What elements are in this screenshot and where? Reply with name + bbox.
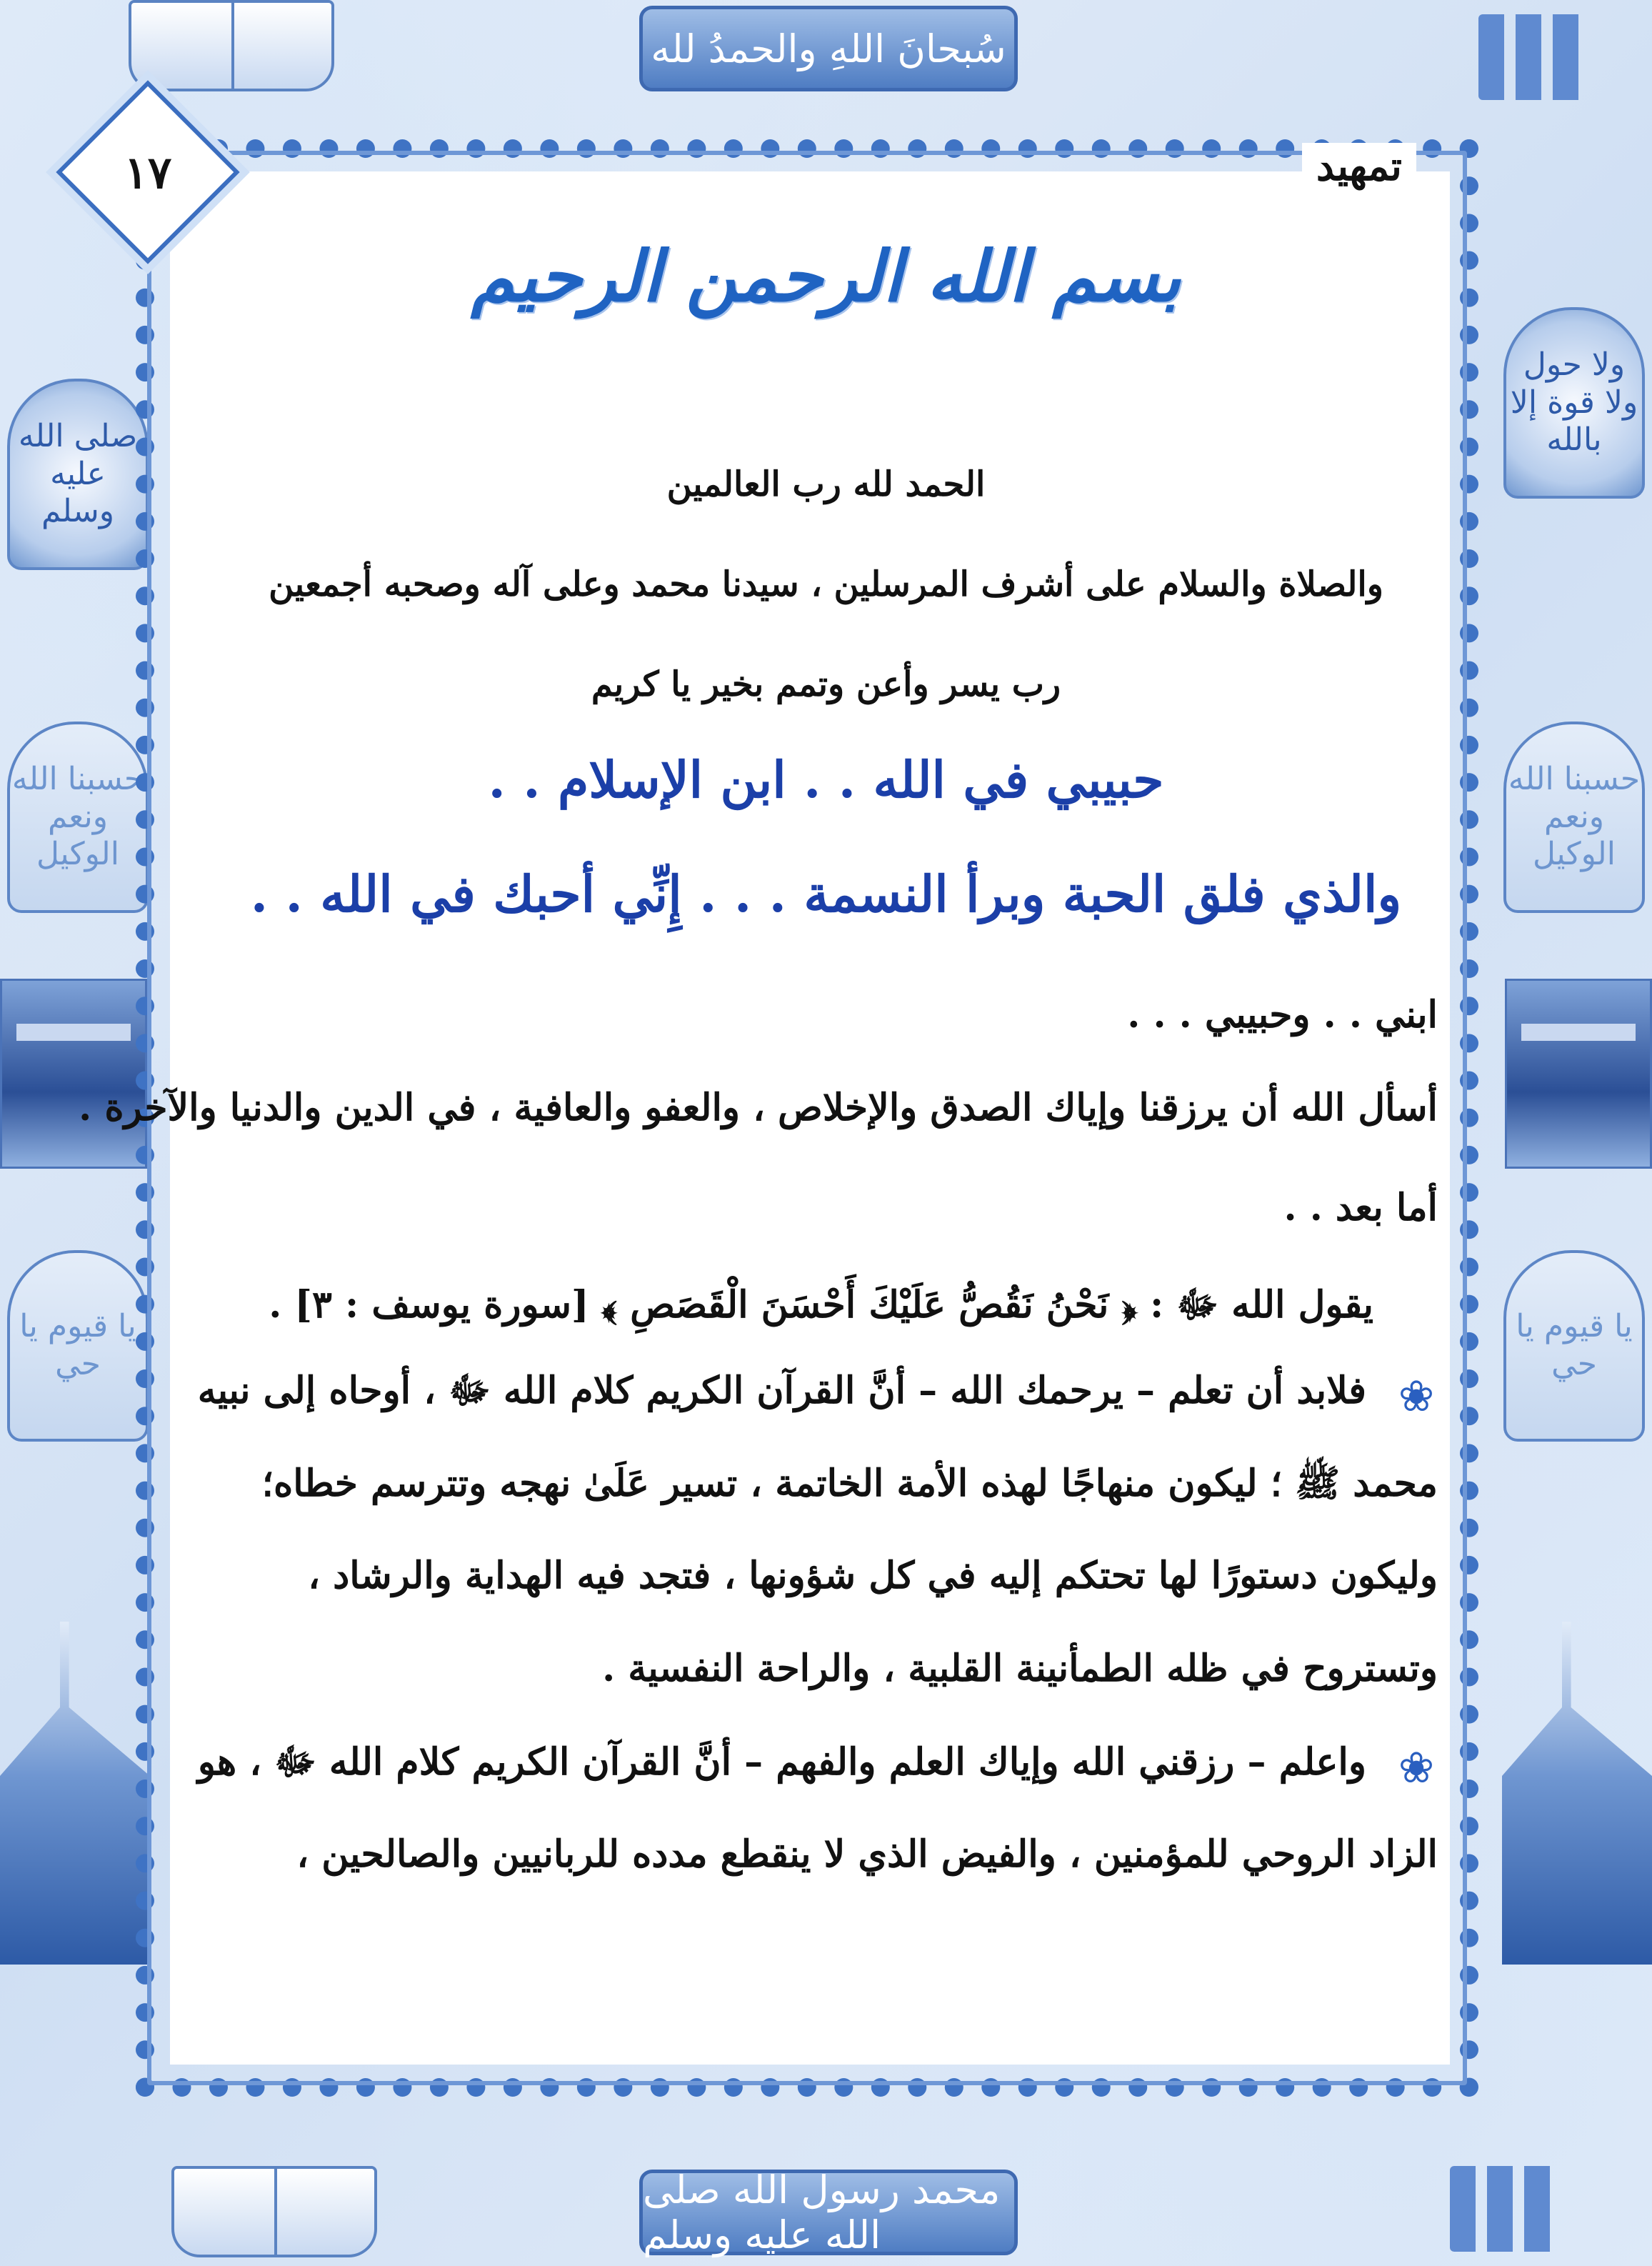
left-medallion-3: يا قيوم يا حي bbox=[7, 1250, 149, 1442]
bullet-1-icon: ❀ bbox=[1398, 1372, 1435, 1422]
heading-oath: والذي فلق الحبة وبرأ النسمة . . . إِنِّي أحبك في الله . . bbox=[250, 864, 1402, 924]
paragraph-quran-verse: يقول الله ﷻ : ﴿ نَحْنُ نَقُصُّ عَلَيْكَ أَحْسَنَ الْقَصَصِ ﴾ [سورة يوسف : ٣] . bbox=[269, 1283, 1373, 1327]
open-book-icon-bottom bbox=[171, 2166, 377, 2257]
right-kaaba-image bbox=[1505, 979, 1652, 1169]
praise-line: الحمد لله رب العالمين bbox=[666, 464, 986, 504]
heading-beloved: حبيبي في الله . . ابن الإسلام . . bbox=[488, 750, 1164, 809]
right-medallion-2: حسبنا الله ونعم الوكيل bbox=[1503, 722, 1645, 913]
top-ornament-band bbox=[214, 0, 1443, 93]
bullet-1-line-4: وتستروح في ظله الطمأنينة القلبية ، والراحة النفسية . bbox=[602, 1647, 1438, 1690]
left-kaaba-image bbox=[0, 979, 147, 1169]
candles-icon-bottom bbox=[1450, 2166, 1557, 2252]
salutation-line: والصلاة والسلام على أشرف المرسلين ، سيدنا محمد وعلى آله وصحبه أجمعين bbox=[269, 564, 1383, 604]
right-medallion-1: ولا حول ولا قوة إلا بالله bbox=[1503, 307, 1645, 499]
left-medallion-1: صلى الله عليه وسلم bbox=[7, 379, 149, 570]
paragraph-prayer: أسأل الله أن يرزقنا وإياك الصدق والإخلاص ، والعفو والعافية ، في الدين والدنيا والآخرة . bbox=[79, 1086, 1438, 1129]
bullet-1-line-1: فلابد أن تعلم – يرحمك الله – أنَّ القرآن الكريم كلام الله ﷻ ، أوحاه إلى نبيه bbox=[197, 1369, 1366, 1412]
bullet-1-line-2: محمد ﷺ ؛ ليكون منهاجًا لهذه الأمة الخاتمة ، تسير عَلَىٰ نهجه وتترسم خطاه؛ bbox=[261, 1462, 1438, 1505]
supplication-line: رب يسر وأعن وتمم بخير يا كريم bbox=[591, 664, 1061, 704]
bullet-1-line-3: وليكون دستورًا لها تحتكم إليه في كل شؤونها ، فتجد فيه الهداية والرشاد ، bbox=[308, 1554, 1438, 1597]
right-side-strip bbox=[1495, 136, 1652, 2122]
basmala: بسم الله الرحمن الرحيم bbox=[471, 236, 1181, 318]
bullet-2-line-2: الزاد الروحي للمؤمنين ، والفيض الذي لا ينقطع مدده للربانيين والصالحين ، bbox=[296, 1832, 1438, 1876]
right-mosque-image bbox=[1502, 1622, 1652, 1965]
paragraph-then: أما بعد . . bbox=[1283, 1186, 1438, 1229]
left-medallion-2: حسبنا الله ونعم الوكيل bbox=[7, 722, 149, 913]
open-book-icon bbox=[129, 0, 334, 91]
left-mosque-image bbox=[0, 1622, 150, 1965]
right-medallion-3: يا قيوم يا حي bbox=[1503, 1250, 1645, 1442]
bullet-2-icon: ❀ bbox=[1398, 1743, 1435, 1793]
candles-icon bbox=[1478, 14, 1586, 100]
top-cartouche: سُبحانَ اللهِ والحمدُ لله bbox=[639, 6, 1018, 91]
paragraph-son: ابني . . وحبيبي . . . bbox=[1127, 993, 1438, 1037]
chapter-title: تمهيد bbox=[1302, 143, 1416, 190]
page-number: ١٧ bbox=[124, 146, 172, 199]
bullet-2-line-1: واعلم – رزقني الله وإياك العلم والفهم – أنَّ القرآن الكريم كلام الله ﷻ ، هو bbox=[197, 1740, 1366, 1784]
bottom-cartouche: محمد رسول الله صلى الله عليه وسلم bbox=[639, 2170, 1018, 2255]
bottom-ornament-band bbox=[214, 2145, 1443, 2266]
